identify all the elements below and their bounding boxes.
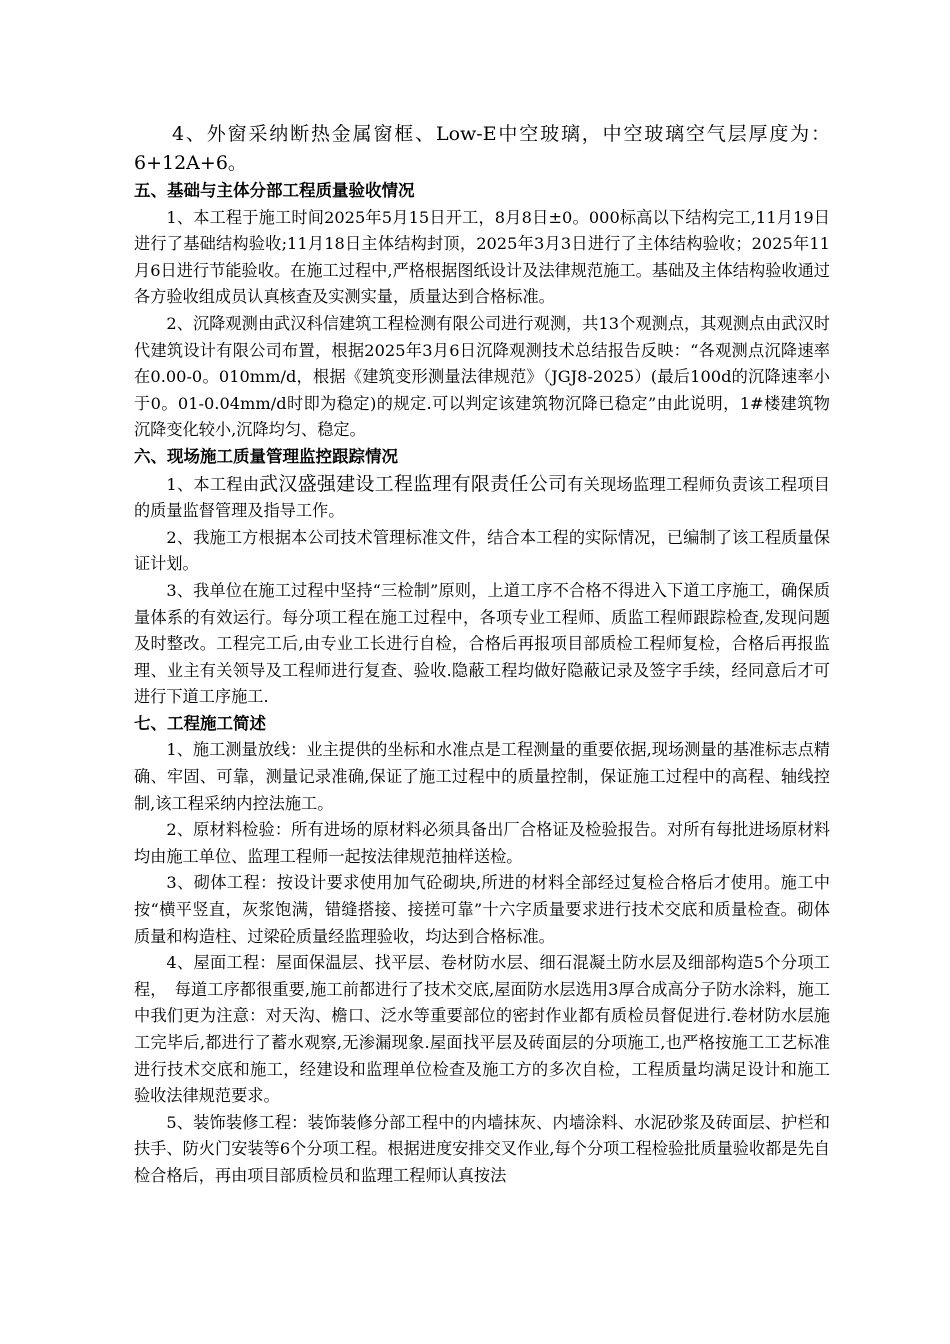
paragraph-6-1-suffix: 有关现场监理工程师负责该工程项目的质量监督管理及指导工作。 xyxy=(134,474,830,521)
paragraph-7-4: 4、屋面工程：屋面保温层、找平层、卷材防水层、细石混凝土防水层及细部构造5个分项工程， 每道工序都很重要,施工前都进行了技术交底,屋面防水层选用3厚合成高分子防水涂料，施工中我们更为注意：对天沟、檐口、泛水等重要部位的密封作业都有质检员督促进行.卷材防水层施工完毕后,都进行了蓄水观察,无渗漏现象.屋面找平层及砖面层的分项施工,也严格按施工工艺标准进行技术交底和施工，经建设和监理单位检查及施工方的多次自检，工程质量均满足设计和施工验收法律规范要求。 xyxy=(134,953,830,1106)
section-heading-6: 六、现场施工质量管理监控跟踪情况 xyxy=(134,446,398,466)
paragraph-7-1: 1、施工测量放线：业主提供的坐标和水准点是工程测量的重要依据,现场测量的基准标志点精确、牢固、可靠，测量记录准确,保证了施工过程中的质量控制，保证施工过程中的高程、轴线控制,该工程采纳内控法施工。 xyxy=(134,740,830,813)
document-page xyxy=(134,120,830,1190)
paragraph-5-1: 1、本工程于施工时间2025年5月15日开工，8月8日±0。000标高以下结构完工,11月19日进行了基础结构验收;11月18日主体结构封顶，2025年3月3日进行了主体结构验收；2025年11月6日进行节能验收。在施工过程中,严格根据图纸设计及法律规范施工。基础及主体结构验收通过各方验收组成员认真核查及实测实量，质量达到合格标准。 xyxy=(134,207,830,307)
paragraph-6-1 xyxy=(134,471,830,525)
paragraph-5-2: 2、沉降观测由武汉科信建筑工程检测有限公司进行观测，共13个观测点，其观测点由武汉时代建筑设计有限公司布置，根据2025年3月6日沉降观测技术总结报告反映：“各观测点沉降速率在0.00-0。010mm/d，根据《建筑变形测量法律规范》（JGJ8-2025）(最后100d的沉降速率小于0。01-0.04mm/d时即为稳定)的规定.可以判定该建筑物沉降已稳定”由此说明，1#楼建筑物沉降变化较小,沉降均匀、稳定。 xyxy=(134,313,830,440)
paragraph-7-5: 5、装饰装修工程：装饰装修分部工程中的内墙抹灰、内墙涂料、水泥砂浆及砖面层、护栏和扶手、防火门安装等6个分项工程。根据进度安排交叉作业,每个分项工程检验批质量验收都是先自检合格后，再由项目部质检员和监理工程师认真按法 xyxy=(134,1112,830,1185)
section-heading-7: 七、工程施工简述 xyxy=(134,713,266,733)
paragraph-7-3: 3、砌体工程：按设计要求使用加气砼砌块,所进的材料全部经过复检合格后才使用。施工中按“横平竖直，灰浆饱满，错缝搭接、接搓可靠”十六字质量要求进行技术交底和质量检查。砌体质量和构造柱、过梁砼质量经监理验收，均达到合格标准。 xyxy=(134,873,830,946)
paragraph-window-glass: 4、外窗采纳断热金属窗框、Low-E中空玻璃，中空玻璃空气层厚度为：6+12A+6。 xyxy=(134,123,830,174)
paragraph-6-1-prefix: 1、本工程由 xyxy=(166,474,260,494)
section-heading-5: 五、基础与主体分部工程质量验收情况 xyxy=(134,181,415,200)
supervision-company-name: 武汉盛强建设工程监理有限责任公司 xyxy=(259,472,568,495)
paragraph-6-3: 3、我单位在施工过程中坚持“三检制”原则，上道工序不合格不得进入下道工序施工，确保质量体系的有效运行。每分项工程在施工过程中，各项专业工程师、质监工程师跟踪检查,发现问题及时整改。工程完工后,由专业工长进行自检，合格后再报项目部质检工程师复检，合格后再报监理、业主有关领导及工程师进行复查、验收.隐蔽工程均做好隐蔽记录及签字手续，经同意后才可进行下道工序施工. xyxy=(134,580,830,707)
paragraph-6-2: 2、我施工方根据本公司技术管理标准文件，结合本工程的实际情况，已编制了该工程质量保证计划。 xyxy=(134,527,830,574)
paragraph-7-2: 2、原材料检验：所有进场的原材料必须具备出厂合格证及检验报告。对所有每批进场原材料均由施工单位、监理工程师一起按法律规范抽样送检。 xyxy=(134,820,830,866)
